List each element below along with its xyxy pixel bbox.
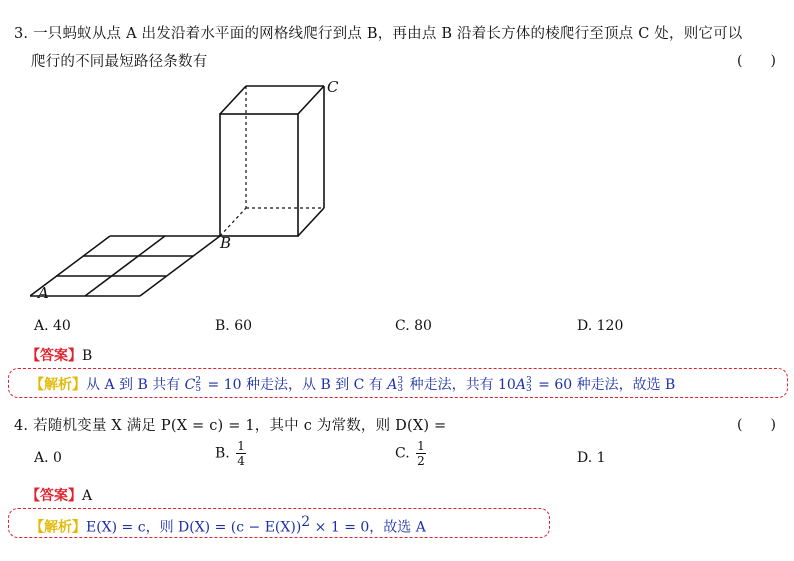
q4-choice-d-value: 1 <box>596 450 606 466</box>
q3-a2-supsub <box>526 377 532 393</box>
q3-answer-paren: ( ) <box>737 53 776 69</box>
q3-explain-p1: 从 A 到 B 共有 <box>86 377 185 393</box>
q3-a2-base: A <box>515 377 526 393</box>
q4-choice-c[interactable] <box>395 440 428 467</box>
q3-choice-d[interactable]: D. 120 <box>577 318 624 334</box>
q3-text-line1: 一只蚂蚁从点 A 出发沿着水平面的网格线爬行到点 B，再由点 B 沿着长方体的棱爬行至顶点 C 处，则它可以 <box>33 26 743 42</box>
q4-choice-c-num: 1 <box>417 439 425 453</box>
q3-explain-p4: = 60 种走法，故选 B <box>533 377 676 393</box>
q3-hidden-edges <box>220 86 324 236</box>
q3-explain-perm2 <box>516 377 534 393</box>
q4-explain-label: 【解析】 <box>30 519 86 536</box>
q3-a-sup: 3 <box>397 375 404 386</box>
q3-explain-label: 【解析】 <box>30 377 86 393</box>
q3-a-supsub <box>397 377 403 393</box>
q3-number: 3. <box>14 26 29 42</box>
q4-choice-c-den: 2 <box>417 454 425 468</box>
q4-answer-paren: ( ) <box>737 417 776 433</box>
q4-explain-sup: 2 <box>301 514 311 530</box>
q3-a-sub: 3 <box>397 384 404 394</box>
q3-choice-b[interactable]: B. 60 <box>215 318 253 334</box>
q3-answer-label: 【答案】 <box>26 348 82 364</box>
q4-choice-b[interactable] <box>215 440 248 467</box>
q4-explain <box>30 514 426 537</box>
q3-explain-perm1 <box>387 377 405 393</box>
q4-choice-b-fraction <box>236 440 246 467</box>
q4-choice-d-prefix: D. <box>577 450 597 466</box>
q4-choice-a[interactable] <box>34 450 62 466</box>
q3-a2-sup: 3 <box>525 375 532 386</box>
q3-explain-p2: = 10 种走法，从 B 到 C 有 <box>203 377 388 393</box>
q3-answer <box>26 345 92 365</box>
q4-answer <box>26 485 92 505</box>
q3-line1 <box>14 22 743 43</box>
q3-figure <box>30 76 360 306</box>
q4-answer-label: 【答案】 <box>26 488 82 504</box>
q3-cuboid <box>220 86 324 236</box>
q3-c-base: C <box>184 377 196 393</box>
q4-explain-p1: E(X) = c，则 D(X) = (c − E(X)) <box>86 519 302 536</box>
q3-explain-combination <box>185 377 203 393</box>
q4-choice-b-prefix: B. <box>215 445 235 462</box>
q4-choice-c-prefix: C. <box>395 445 415 462</box>
q3-a-base: A <box>387 377 398 393</box>
q3-text-line2: 爬行的不同最短路径条数有 <box>31 54 208 70</box>
q3-grid <box>30 236 220 296</box>
q3-c-sup: 2 <box>195 375 202 386</box>
q4-choice-d[interactable] <box>577 450 606 466</box>
q4-choice-b-num: 1 <box>237 439 245 453</box>
q4-choice-b-den: 4 <box>237 454 245 468</box>
q3-label-c: C <box>327 78 339 96</box>
q4-text-line1: 若随机变量 X 满足 P(X = c) = 1，其中 c 为常数，则 D(X) = <box>33 418 447 434</box>
q4-choice-a-value: 0 <box>53 450 62 466</box>
q4-choice-c-fraction <box>416 440 426 467</box>
q3-answer-value: B <box>82 348 93 364</box>
q4-answer-value: A <box>82 488 93 504</box>
q4-number: 4. <box>14 418 29 434</box>
q4-explain-p2: × 1 = 0，故选 A <box>310 519 426 536</box>
q4-line1 <box>14 414 446 435</box>
q3-label-b: B <box>220 234 232 252</box>
q3-choice-c[interactable]: C. 80 <box>395 318 432 334</box>
q3-a2-sub: 3 <box>525 384 532 394</box>
q4-choice-a-prefix: A. <box>34 450 54 466</box>
q3-choice-a[interactable]: A. 40 <box>34 318 71 334</box>
q3-explain <box>30 374 675 394</box>
q3-explain-p3: 种走法，共有 10 <box>405 377 516 393</box>
q3-label-a: A <box>38 284 49 302</box>
q3-c-sub: 5 <box>195 384 202 394</box>
q3-c-supsub <box>195 377 201 393</box>
